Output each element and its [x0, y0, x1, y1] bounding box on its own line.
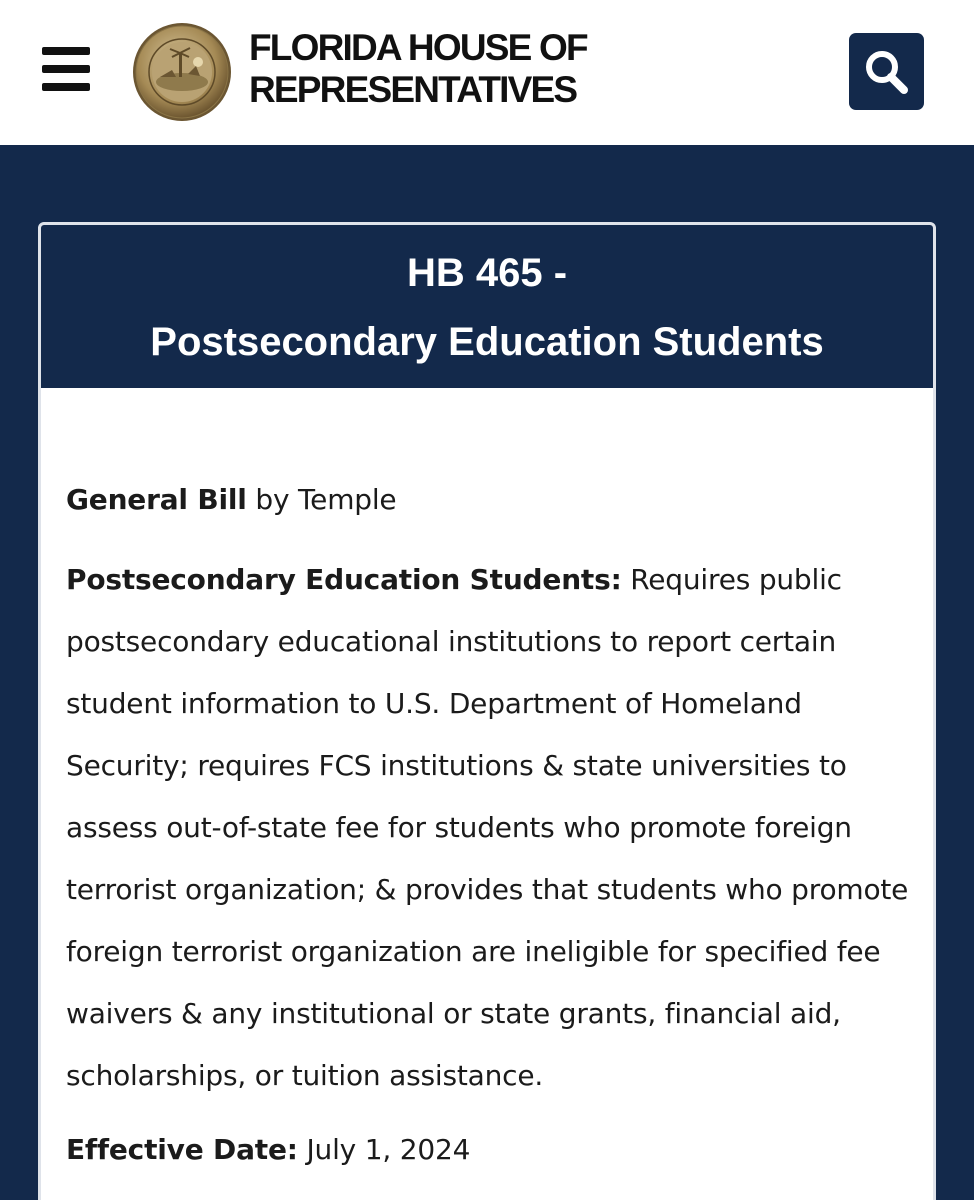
menu-bar-bottom	[42, 83, 90, 91]
bill-title-header	[41, 225, 933, 388]
menu-bar-middle	[42, 65, 90, 73]
bill-title: Postsecondary Education Students	[150, 320, 824, 364]
effective-date-value: July 1, 2024	[297, 1133, 471, 1166]
bill-summary	[66, 549, 911, 1107]
effective-date-label: Effective Date:	[66, 1133, 298, 1166]
hamburger-menu-icon[interactable]	[42, 47, 90, 91]
bill-details	[66, 475, 911, 1181]
summary-text: Requires public postsecondary educational institutions to report certain student information to U.S. Department of Homeland Security; requires FCS institutions & state universities to assess out-of-state fee for students who promote foreign terrorist organization; & provides that students who promote foreign terrorist organization are ineligible for specified fee waivers & any institutional or state grants, financial aid, scholarships, or tuition assistance.	[66, 563, 909, 1092]
house-seal-logo[interactable]	[132, 22, 232, 122]
effective-date-line	[66, 1119, 911, 1181]
bill-card	[38, 222, 936, 1200]
site-title-line-2: REPRESENTATIVES	[249, 69, 577, 110]
bill-type-line	[66, 475, 911, 525]
bill-number: HB 465 -	[406, 251, 568, 295]
search-button[interactable]	[849, 33, 924, 110]
summary-label: Postsecondary Education Students:	[66, 563, 622, 596]
menu-bar-top	[42, 47, 90, 55]
site-title-line-1: FLORIDA HOUSE OF	[249, 27, 587, 68]
site-title[interactable]	[249, 27, 669, 111]
site-header	[0, 0, 974, 145]
bill-sponsor: by Temple	[246, 483, 397, 516]
search-icon	[849, 33, 924, 110]
bill-type-label: General Bill	[66, 483, 247, 516]
